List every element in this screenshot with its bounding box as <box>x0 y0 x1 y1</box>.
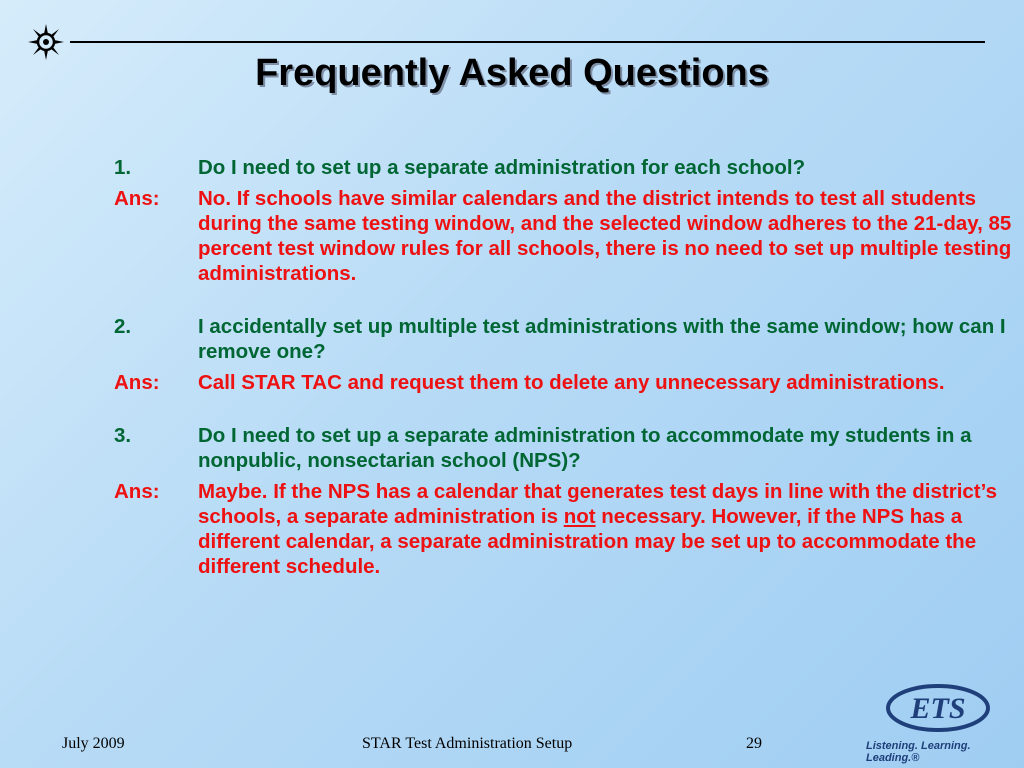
question-number: 1. <box>114 156 132 179</box>
answer-text: Call STAR TAC and request them to delete any unnecessary administrations. <box>198 371 945 394</box>
faq-question <box>114 155 1019 180</box>
answer-text-part1: Maybe. If the NPS has a calendar that generates test days in line with the district’s schools, a separate administration is <box>198 480 997 528</box>
answer-emphasis: not <box>563 505 596 528</box>
question-number: 2. <box>114 315 132 338</box>
faq-item <box>114 155 1019 286</box>
answer-label: Ans: <box>114 480 160 503</box>
footer-title: STAR Test Administration Setup <box>362 735 573 752</box>
faq-answer <box>114 186 1019 286</box>
answer-text: No. If schools have similar calendars and the district intends to test all students during the same testing window, and the selected window adheres to the 21-day, 85 percent test window rules for all schools, there is no need to set up multiple testing administrations. <box>198 187 1012 285</box>
question-number: 3. <box>114 424 132 447</box>
logo-tagline: Listening. Learning. Leading.® <box>866 740 971 764</box>
question-text: Do I need to set up a separate administration to accommodate my students in a nonpublic, nonsectarian school (NPS)? <box>198 424 972 472</box>
title-divider <box>70 41 985 43</box>
faq-answer <box>114 479 1019 579</box>
faq-question <box>114 314 1019 364</box>
answer-label: Ans: <box>114 371 160 394</box>
faq-list <box>114 155 1019 607</box>
faq-answer <box>114 370 1019 395</box>
page-number: 29 <box>746 735 762 752</box>
faq-question <box>114 423 1019 473</box>
question-text: Do I need to set up a separate administration for each school? <box>198 156 806 179</box>
faq-item <box>114 423 1019 579</box>
answer-label: Ans: <box>114 187 160 210</box>
answer-text-part2: necessary. However, if the NPS has a different calendar, a separate administration may be set up to accommodate the different schedule. <box>198 505 977 578</box>
footer-date: July 2009 <box>62 735 125 752</box>
faq-item <box>114 314 1019 395</box>
logo-text: ETS <box>910 692 966 725</box>
answer-text <box>198 479 1019 579</box>
slide-title: Frequently Asked Questions <box>255 52 769 94</box>
question-text: I accidentally set up multiple test administrations with the same window; how can I remove one? <box>198 315 1006 363</box>
